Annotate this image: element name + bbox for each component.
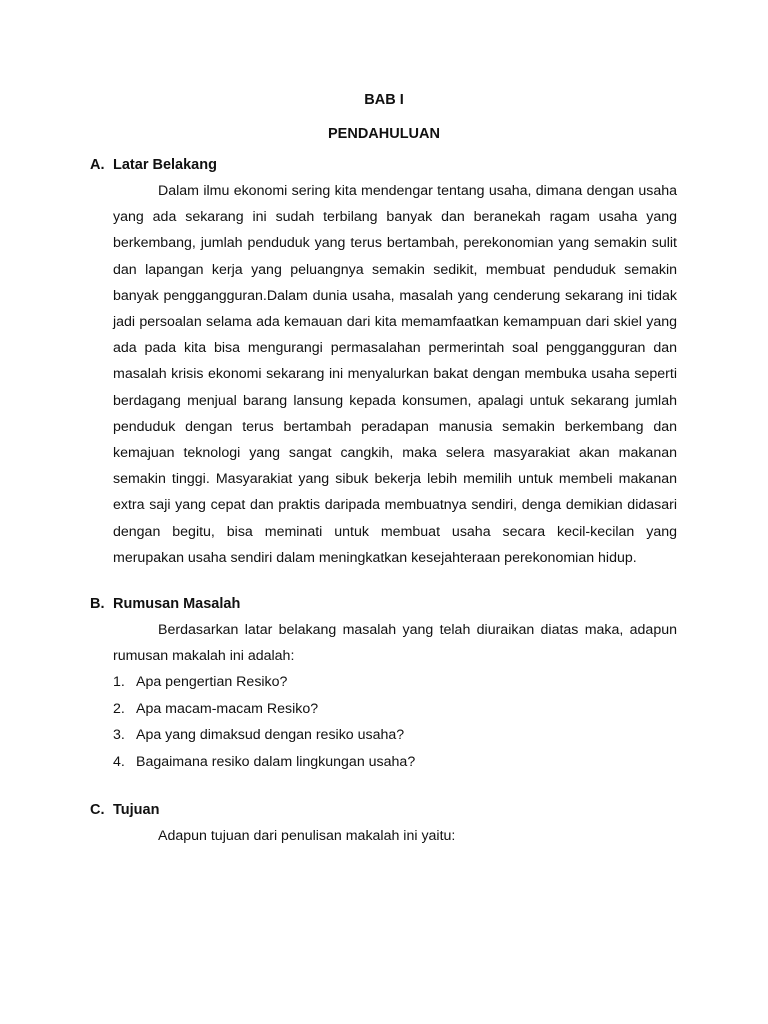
list-item — [113, 749, 677, 776]
section-paragraph: Dalam ilmu ekonomi sering kita mendengar tentang usaha, dimana dengan usaha yang ada sekarang ini sudah terbilang banyak dan beranekah ragam usaha yang berkembang, jumlah penduduk yang terus bertambah, perekonomian yang semakin sulit dan lapangan kerja yang peluangnya semakin sedikit, membuat penduduk semakin banyak penggangguran.Dalam dunia usaha, masalah yang cenderung sekarang ini tidak jadi persoalan selama ada kemauan dari kita memamfaatkan kemampuan dari skiel yang ada pada kita bisa mengurangi permasalahan permerintah soal penggangguran dan masalah krisis ekonomi sekarang ini menyalurkan bakat dengan membuka usaha seperti berdagang menjual barang lansung kepada konsumen, apalagi untuk sekarang jumlah penduduk dengan terus bertambah peradapan manusia semakin berkembang dan kemajuan teknologi yang sangat cangkih, maka selera masyarakiat akan makanan semakin tinggi. Masyarakiat yang sibuk bekerja lebih memilih untuk membeli makanan extra saji yang cepat dan praktis daripada membuatnya sendiri, denga demikian didasari dengan begitu, bisa meminati untuk membuat usaha secara kecil-kecilan yang merupakan usaha sendiri dalam meningkatkan kesejahteraan perekonomian hidup. — [113, 183, 677, 566]
section-tujuan — [0, 797, 768, 849]
list-number: 3. — [113, 727, 125, 744]
list-text: Apa pengertian Resiko? — [136, 674, 288, 691]
list-number: 2. — [113, 700, 125, 717]
list-item — [113, 696, 677, 723]
list-item — [113, 722, 677, 749]
section-letter: A. — [90, 157, 105, 173]
section-heading — [0, 152, 768, 178]
section-letter: B. — [90, 596, 105, 613]
section-latar-belakang — [0, 152, 768, 571]
list-text: Bagaimana resiko dalam lingkungan usaha? — [136, 753, 416, 770]
list-number: 4. — [113, 753, 125, 770]
chapter-title: BAB I — [364, 92, 404, 108]
section-heading — [0, 797, 768, 823]
list-item — [113, 669, 677, 696]
section-heading-text: Rumusan Masalah — [113, 596, 241, 613]
section-heading-text: Tujuan — [113, 802, 160, 819]
section-rumusan-masalah — [0, 591, 768, 775]
section-heading-text: Latar Belakang — [113, 157, 217, 173]
question-list — [0, 669, 768, 775]
section-paragraph: Adapun tujuan dari penulisan makalah ini yaitu: — [158, 828, 456, 845]
list-number: 1. — [113, 674, 125, 691]
list-text: Apa yang dimaksud dengan resiko usaha? — [136, 727, 405, 744]
chapter-subtitle: PENDAHULUAN — [328, 126, 440, 142]
section-letter: C. — [90, 802, 105, 819]
section-heading — [0, 591, 768, 617]
section-paragraph: Berdasarkan latar belakang masalah yang telah diuraikan diatas maka, adapun rumusan makalah ini adalah: — [113, 622, 677, 665]
list-text: Apa macam-macam Resiko? — [136, 700, 319, 717]
